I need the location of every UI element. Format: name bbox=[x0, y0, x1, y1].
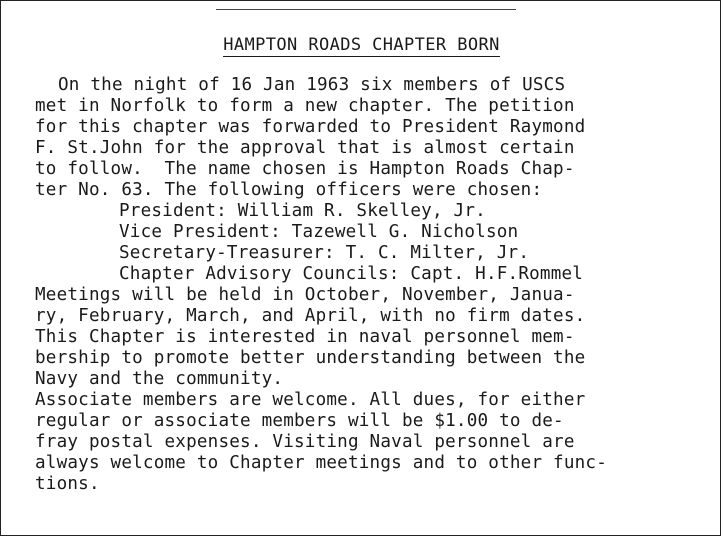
body-line: F. St.John for the approval that is almost certain bbox=[35, 138, 575, 158]
body-line: Navy and the community. bbox=[35, 369, 284, 389]
body-line: ry, February, March, and April, with no firm dates. bbox=[35, 306, 586, 326]
body-line: Meetings will be held in October, November, Janua- bbox=[35, 285, 575, 305]
officer-line: President: William R. Skelley, Jr. bbox=[119, 201, 486, 221]
body-line: Associate members are welcome. All dues, for either bbox=[35, 390, 586, 410]
body-line: bership to promote better understanding between the bbox=[35, 348, 586, 368]
top-rule bbox=[216, 9, 516, 10]
officer-line: Chapter Advisory Councils: Capt. H.F.Rommel bbox=[119, 264, 584, 284]
body-line: fray postal expenses. Visiting Naval personnel are bbox=[35, 432, 575, 452]
body-line: always welcome to Chapter meetings and to other func- bbox=[35, 453, 607, 473]
body-line: for this chapter was forwarded to President Raymond bbox=[35, 117, 586, 137]
body-line: ter No. 63. The following officers were chosen: bbox=[35, 180, 543, 200]
body-line: On the night of 16 Jan 1963 six members of USCS bbox=[58, 75, 566, 95]
article-heading bbox=[1, 35, 721, 55]
officer-line: Secretary-Treasurer: T. C. Milter, Jr. bbox=[119, 243, 530, 263]
article-heading-text: HAMPTON ROADS CHAPTER BORN bbox=[223, 35, 500, 55]
body-line: This Chapter is interested in naval personnel mem- bbox=[35, 327, 575, 347]
officer-line: Vice President: Tazewell G. Nicholson bbox=[119, 222, 519, 242]
body-line: tions. bbox=[35, 474, 100, 494]
body-line: regular or associate members will be $1.00 to de- bbox=[35, 411, 564, 431]
body-line: to follow. The name chosen is Hampton Roads Chap- bbox=[35, 159, 575, 179]
body-line: met in Norfolk to form a new chapter. The petition bbox=[35, 96, 575, 116]
